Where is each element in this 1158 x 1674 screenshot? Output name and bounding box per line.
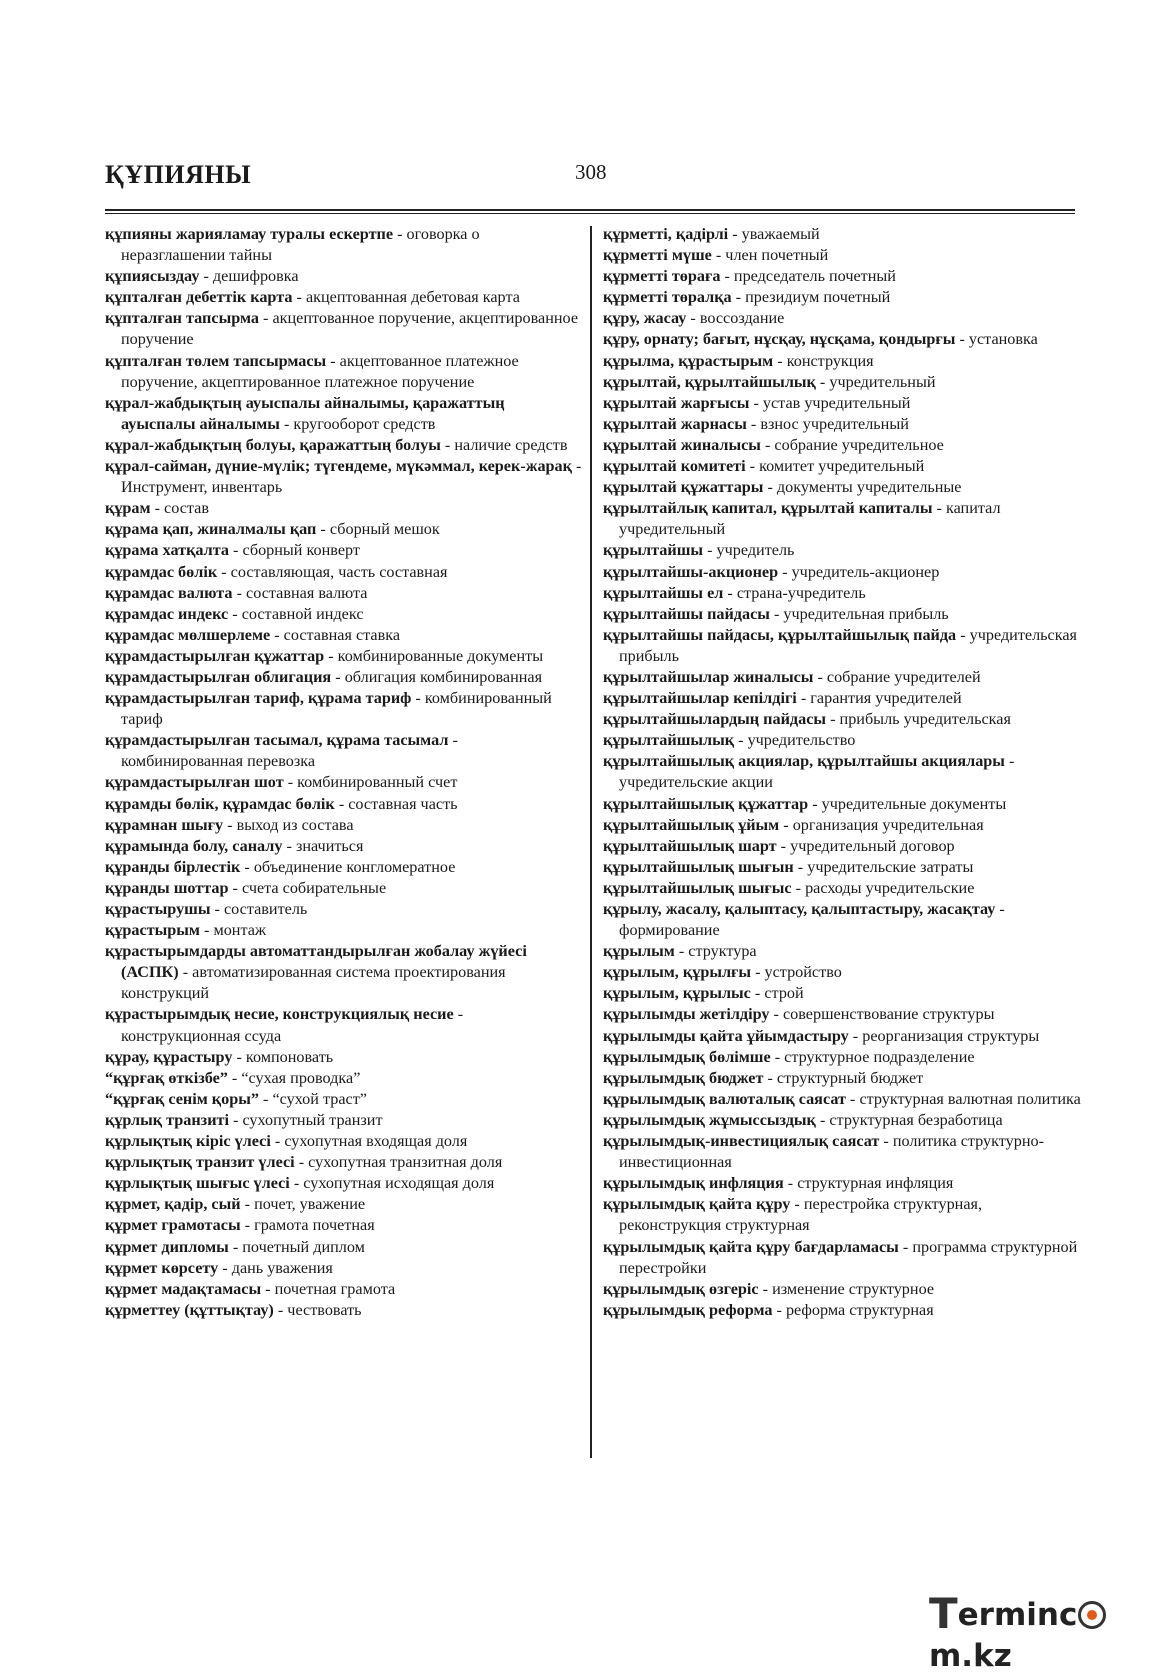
dictionary-entry: құрылма, құрастырым - конструкция	[603, 351, 874, 370]
entry-definition: конструкционная ссуда	[121, 1026, 282, 1045]
dictionary-entry: құрамдас мөлшерлеме - составная ставка	[105, 625, 401, 644]
entry-definition: организация учредительная	[792, 815, 984, 834]
dictionary-entry: құрастырымдарды автоматтандырылған жобалау жүйесі (АСПК) - автоматизированная система проектирования конструкций	[105, 942, 527, 1003]
dictionary-entry: құрал-жабдықтың болуы, қаражаттың болуы - наличие средств	[105, 435, 568, 454]
dictionary-entry: құпталған төлем тапсырмасы - акцептованное платежное поручение, акцептированное платежное поручение	[105, 351, 519, 391]
watermark-logo	[929, 1589, 1144, 1674]
entry-term: құрлық транзиті	[105, 1110, 229, 1129]
entry-definition: реформа структурная	[785, 1300, 934, 1319]
entry-term: құрылтай жарнасы	[603, 414, 747, 433]
entry-definition: составной индекс	[241, 604, 364, 623]
entry-definition: установка	[968, 330, 1038, 349]
entry-definition: структурная валютная политика	[859, 1089, 1081, 1108]
logo-text-1: erminc	[957, 1597, 1078, 1633]
logo-circle-icon	[1078, 1601, 1106, 1629]
entry-term: құру, жасау	[603, 309, 687, 328]
entry-term: құрлықтық шығыс үлесі	[105, 1174, 290, 1193]
entry-definition: собрание учредителей	[826, 667, 981, 686]
entry-definition: выход из состава	[236, 815, 354, 834]
entry-term: құрылтай, құрылтайшылық	[603, 372, 816, 391]
entry-definition: политика структурно-инвестиционная	[619, 1132, 1044, 1172]
entry-definition: учредитель-акционер	[791, 562, 940, 581]
entry-term: құрылымдық жұмыссыздық	[603, 1110, 816, 1129]
entry-definition: структурная безработица	[829, 1110, 1003, 1129]
entry-term: құрамнан шығу	[105, 815, 224, 834]
dictionary-entry: құрылымдық инфляция - структурная инфляция	[603, 1174, 954, 1193]
entry-term: құрамдас мөлшерлеме	[105, 625, 271, 644]
entry-term: құрлықтық транзит үлесі	[105, 1153, 295, 1172]
entry-definition: взнос учредительный	[760, 414, 909, 433]
entry-definition: устав учредительный	[762, 393, 911, 412]
entry-definition: “сухая проводка”	[241, 1068, 361, 1087]
entry-definition: уважаемый	[741, 225, 820, 243]
entry-term: құрылтайшылар кепілдігі	[603, 689, 797, 708]
entry-term: құрылымдық қайта құру	[603, 1195, 791, 1214]
entry-term: құрмет көрсету	[105, 1258, 219, 1277]
entry-definition: Инструмент, инвентарь	[121, 478, 283, 497]
dictionary-entry: құрылтайшылардың пайдасы - прибыль учредительская	[603, 710, 1011, 729]
entry-term: құпталған тапсырма	[105, 309, 259, 328]
entry-definition: комбинированные документы	[337, 646, 544, 665]
entry-term: құрылтайшылар жиналысы	[603, 667, 814, 686]
dictionary-entry: құрылым - структура	[603, 942, 757, 961]
entry-term: құрмет дипломы	[105, 1237, 229, 1256]
entry-term: құрмет мадақтамасы	[105, 1279, 262, 1298]
entry-term: құрылымдық валюталық саясат	[603, 1089, 846, 1108]
entry-term: құрылтайшылық шығын	[603, 857, 794, 876]
dictionary-entry: “құрғақ сенім қоры” - “сухой траст”	[105, 1089, 367, 1108]
entry-term: құрылымды жетілдіру	[603, 1005, 770, 1024]
dictionary-entry: құрама қап, жиналмалы қап - сборный мешок	[105, 520, 440, 539]
entry-term: құрылымдық-инвестициялық саясат	[603, 1132, 880, 1151]
dictionary-entry: құрамдастырылған облигация - облигация комбинированная	[105, 667, 543, 686]
header-rule	[105, 209, 1075, 211]
dictionary-entry: құрылтай жарғысы - устав учредительный	[603, 393, 911, 412]
entry-term: құрамдастырылған құжаттар	[105, 646, 325, 665]
dictionary-entry: құрамнан шығу - выход из состава	[105, 815, 354, 834]
dictionary-entry: құрылымдық қайта құру бағдарламасы - программа структурной перестройки	[603, 1237, 1078, 1277]
entry-term: құрылтайлық капитал, құрылтай капиталы	[603, 499, 933, 518]
dictionary-entry: құрылтай жиналысы - собрание учредительное	[603, 435, 944, 454]
dictionary-entry: “құрғақ өткізбе” - “сухая проводка”	[105, 1068, 361, 1087]
entry-term: құпиясыздау	[105, 267, 200, 286]
dictionary-entry: құрылымдық өзгеріс - изменение структурное	[603, 1279, 935, 1298]
entry-term: “құрғақ сенім қоры”	[105, 1089, 259, 1108]
dictionary-entry: құрметтеу (құттықтау) - чествовать	[105, 1300, 362, 1319]
entry-definition: облигация комбинированная	[344, 667, 543, 686]
dictionary-entry: құрлықтық транзит үлесі - сухопутная транзитная доля	[105, 1153, 503, 1172]
dictionary-entry: құрмет грамотасы - грамота почетная	[105, 1216, 375, 1235]
dictionary-entry: құпталған дебеттік карта - акцептованная дебетовая карта	[105, 288, 520, 307]
entry-definition: счета собирательные	[241, 878, 387, 897]
entry-definition: составная ставка	[283, 625, 401, 644]
entry-term: құрылу, жасалу, қалыптасу, қалыптастыру, жасақтау	[603, 900, 996, 918]
entry-definition: председатель почетный	[733, 267, 896, 286]
dictionary-entry: құрметті төралқа - президиум почетный	[603, 288, 891, 307]
entry-definition: составитель	[223, 900, 308, 918]
entry-definition: комитет учредительный	[759, 457, 925, 476]
dictionary-entry: құрметті мүше - член почетный	[603, 246, 829, 265]
dictionary-entry: құрылымдық қайта құру - перестройка структурная, реконструкция структурная	[603, 1195, 983, 1235]
right-column	[603, 224, 1081, 1321]
entry-definition: капитал учредительный	[619, 499, 1001, 539]
entry-term: құрылтай жиналысы	[603, 435, 761, 454]
entry-definition: учредительный договор	[790, 836, 955, 855]
entry-definition: член почетный	[725, 246, 829, 265]
dictionary-entry: құрылтайшылық - учредительство	[603, 731, 856, 750]
dictionary-entry: құрамдас валюта - составная валюта	[105, 583, 368, 602]
dictionary-entry: құрал-жабдықтың ауыспалы айналымы, қаражаттың ауыспалы айналымы - кругооборот средств	[105, 393, 505, 433]
entry-definition: учредительские акции	[619, 773, 773, 792]
dictionary-entry: құрылтайшылық құжаттар - учредительные документы	[603, 794, 1007, 813]
entry-term: құрылтай жарғысы	[603, 393, 750, 412]
dictionary-entry: құрылу, жасалу, қалыптасу, қалыптастыру, жасақтау - формирование	[603, 900, 1005, 940]
entry-definition: кругооборот средств	[293, 414, 436, 433]
dictionary-entry: құрылтайшылық шығыс - расходы учредительские	[603, 878, 975, 897]
entry-term: құранды бірлестік	[105, 857, 241, 876]
entry-definition: учредительские затраты	[807, 857, 974, 876]
entry-term: құрмет, қадір, сый	[105, 1195, 241, 1214]
entry-definition: перестройка структурная, реконструкция структурная	[619, 1195, 983, 1235]
entry-definition: составляющая, часть составная	[230, 562, 448, 581]
entry-definition: акцептованное платежное поручение, акцептированное платежное поручение	[121, 351, 519, 391]
entry-definition: изменение структурное	[772, 1279, 935, 1298]
entry-term: құрал-жабдықтың болуы, қаражаттың болуы	[105, 435, 441, 454]
dictionary-entry: құрлықтық кіріс үлесі - сухопутная входящая доля	[105, 1132, 468, 1151]
dictionary-entry: құрылтайшы пайдасы - учредительная прибыль	[603, 604, 949, 623]
entry-term: құрамдастырылған тасымал, құрама тасымал	[105, 731, 449, 750]
dictionary-entry: құрамды бөлік, құрамдас бөлік - составная часть	[105, 794, 458, 813]
dictionary-entry: құрмет көрсету - дань уважения	[105, 1258, 333, 1277]
entry-definition: президиум почетный	[745, 288, 891, 307]
entry-term: құрылымдық қайта құру бағдарламасы	[603, 1237, 899, 1256]
entry-definition: комбинированная перевозка	[121, 752, 316, 771]
entry-definition: компоновать	[245, 1047, 334, 1066]
dictionary-entry: құрылтайшылар жиналысы - собрание учредителей	[603, 667, 981, 686]
entry-term: құрылтайшы пайдасы, құрылтайшылық пайда	[603, 625, 957, 644]
dictionary-entry: құрама хатқалта - сборный конверт	[105, 541, 360, 560]
entry-term: құрамдас валюта	[105, 583, 233, 602]
entry-term: құрылтайшылық құжаттар	[603, 794, 809, 813]
entry-term: құрылтайшылық	[603, 731, 735, 750]
entry-definition: дешифровка	[212, 267, 299, 286]
entry-term: құрамдас индекс	[105, 604, 229, 623]
entry-definition: воссоздание	[699, 309, 785, 328]
entry-term: құру, орнату; бағыт, нұсқау, нұсқама, қондырғы	[603, 330, 956, 349]
entry-definition: сухопутная входящая доля	[284, 1132, 468, 1151]
entry-definition: чествовать	[287, 1300, 362, 1319]
entry-definition: дань уважения	[231, 1258, 333, 1277]
entry-definition: строй	[764, 984, 804, 1003]
dictionary-entry: құрылымдық валюталық саясат - структурная валютная политика	[603, 1089, 1081, 1108]
dictionary-entry: құрлық транзиті - сухопутный транзит	[105, 1110, 383, 1129]
entry-term: құрметті, қадірлі	[603, 225, 729, 243]
entry-term: құрам	[105, 499, 151, 518]
entry-definition: гарантия учредителей	[810, 689, 962, 708]
entry-term: құрметті мүше	[603, 246, 712, 265]
entry-definition: состав	[164, 499, 209, 518]
entry-term: құрылтайшылық шарт	[603, 836, 777, 855]
dictionary-entry: құрамдас индекс - составной индекс	[105, 604, 364, 623]
entry-term: құрылтайшы ел	[603, 583, 724, 602]
entry-definition: “сухой траст”	[272, 1089, 367, 1108]
dictionary-entry: құпиясыздау - дешифровка	[105, 267, 299, 286]
dictionary-entry: құрлықтық шығыс үлесі - сухопутная исходящая доля	[105, 1174, 495, 1193]
entry-definition: учредительный	[829, 372, 936, 391]
dictionary-entry: құранды бірлестік - объединение конгломератное	[105, 857, 456, 876]
page-number: 308	[575, 160, 607, 184]
logo-text-2: m.kz	[929, 1638, 1012, 1674]
entry-term: құрамдас бөлік	[105, 562, 218, 581]
entry-definition: монтаж	[213, 921, 267, 940]
dictionary-entry: құрамдастырылған құжаттар - комбинированные документы	[105, 646, 544, 665]
entry-definition: сухопутная исходящая доля	[303, 1174, 495, 1193]
dictionary-entry: құрылтай жарнасы - взнос учредительный	[603, 414, 909, 433]
entry-term: құрастырымдық несие, конструкциялық несие	[105, 1005, 454, 1024]
dictionary-entry: құрылтай, құрылтайшылық - учредительный	[603, 372, 936, 391]
dictionary-entry: құрамдастырылған шот - комбинированный счет	[105, 773, 458, 792]
entry-term: құрылтайшылық акциялар, құрылтайшы акциялары	[603, 752, 1005, 771]
entry-term: құрамдастырылған тариф, құрама тариф	[105, 689, 412, 708]
entry-term: құрметті төраға	[603, 267, 721, 286]
entry-definition: устройство	[764, 963, 842, 982]
entry-definition: программа структурной перестройки	[619, 1237, 1078, 1277]
dictionary-entry: құрылымды қайта ұйымдастыру - реорганизация структуры	[603, 1026, 1040, 1045]
dictionary-entry: құрал-сайман, дүние-мүлік; түгендеме, мүкəммал, керек-жарақ - Инструмент, инвентарь	[105, 457, 582, 497]
dictionary-entry: құрылтай комитеті - комитет учредительный	[603, 457, 925, 476]
dictionary-entry: құрметті төраға - председатель почетный	[603, 267, 896, 286]
dictionary-entry: құрастырушы - составитель	[105, 900, 308, 918]
entry-term: құпталған дебеттік карта	[105, 288, 293, 307]
entry-term: құрылма, құрастырым	[603, 351, 774, 370]
dictionary-entry: құрмет мадақтамасы - почетная грамота	[105, 1279, 396, 1298]
dictionary-entry: құпияны жарияламау туралы ескертпе - оговорка о неразглашении тайны	[105, 225, 480, 265]
entry-term: құрылтайшы пайдасы	[603, 604, 770, 623]
dictionary-entry: құрамында болу, саналу - значиться	[105, 836, 364, 855]
entry-term: құрлықтық кіріс үлесі	[105, 1132, 271, 1151]
entry-definition: комбинированный тариф	[121, 689, 552, 729]
entry-term: құрамды бөлік, құрамдас бөлік	[105, 794, 335, 813]
entry-definition: структурная инфляция	[797, 1174, 954, 1193]
entry-term: құпталған төлем тапсырмасы	[105, 351, 327, 370]
entry-definition: учредитель	[716, 541, 795, 560]
entry-term: құрылымдық бюджет	[603, 1068, 764, 1087]
dictionary-entry: құрмет дипломы - почетный диплом	[105, 1237, 365, 1256]
entry-definition: акцептованное поручение, акцептированное поручение	[121, 309, 579, 349]
dictionary-entry: құрылым, құрылыс - строй	[603, 984, 804, 1003]
entry-term: құрметтеу (құттықтау)	[105, 1300, 274, 1319]
dictionary-entry: құрылтайшы-акционер - учредитель-акционер	[603, 562, 940, 581]
entry-term: құрамында болу, саналу	[105, 836, 283, 855]
entry-definition: собрание учредительное	[774, 435, 944, 454]
dictionary-entry: құпталған тапсырма - акцептованное поручение, акцептированное поручение	[105, 309, 579, 349]
dictionary-entry: құрылымдық бюджет - структурный бюджет	[603, 1068, 924, 1087]
dictionary-entry: құрылтайшылық ұйым - организация учредительная	[603, 815, 984, 834]
entry-term: құрмет грамотасы	[105, 1216, 241, 1235]
entry-definition: грамота почетная	[254, 1216, 375, 1235]
entry-term: құрылтай құжаттары	[603, 478, 764, 497]
entry-term: құранды шоттар	[105, 878, 229, 897]
logo-letter: T	[929, 1589, 958, 1638]
entry-term: құрылым	[603, 942, 675, 961]
dictionary-entry: құрылымды жетілдіру - совершенствование структуры	[603, 1005, 995, 1024]
entry-definition: учредительство	[747, 731, 856, 750]
entry-term: құрылымдық бөлімше	[603, 1047, 771, 1066]
dictionary-entry: құрылтайшы пайдасы, құрылтайшылық пайда - учредительская прибыль	[603, 625, 1077, 665]
entry-definition: сборный конверт	[242, 541, 360, 560]
dictionary-entry: құрметті, қадірлі - уважаемый	[603, 225, 820, 243]
entry-term: құрал-сайман, дүние-мүлік; түгендеме, мүкəммал, керек-жарақ	[105, 457, 572, 476]
dictionary-entry: құрам - состав	[105, 499, 209, 518]
entry-definition: автоматизированная система проектирования конструкций	[121, 963, 506, 1003]
page-header	[105, 156, 1075, 196]
entry-term: құрама қап, жиналмалы қап	[105, 520, 317, 539]
entry-term: құрылтайшы	[603, 541, 704, 560]
entry-definition: значиться	[295, 836, 364, 855]
entry-definition: сухопутный транзит	[242, 1110, 383, 1129]
entry-term: құрылым, құрылыс	[603, 984, 751, 1003]
entry-definition: почетная грамота	[274, 1279, 396, 1298]
entry-term: құрылым, құрылғы	[603, 963, 752, 982]
dictionary-entry: құранды шоттар - счета собирательные	[105, 878, 387, 897]
entry-term: құрылымды қайта ұйымдастыру	[603, 1026, 849, 1045]
entry-term: құрылтайшы-акционер	[603, 562, 779, 581]
entry-definition: структура	[688, 942, 757, 961]
entry-definition: сборный мешок	[329, 520, 440, 539]
entry-term: құрылтайшылық шығыс	[603, 878, 792, 897]
entry-definition: страна-учредитель	[736, 583, 866, 602]
running-head: ҚҰПИЯНЫ	[105, 160, 252, 189]
entry-term: құрылтай комитеті	[603, 457, 746, 476]
dictionary-entry: құрастырым - монтаж	[105, 921, 267, 940]
dictionary-entry: құрылтай құжаттары - документы учредительные	[603, 478, 962, 497]
dictionary-entry: құрылтайшылық шарт - учредительный договор	[603, 836, 955, 855]
entry-term: құпияны жарияламау туралы ескертпе	[105, 225, 394, 243]
entry-definition: структурный бюджет	[776, 1068, 924, 1087]
dictionary-entry: құрмет, қадір, сый - почет, уважение	[105, 1195, 366, 1214]
entry-term: құрау, құрастыру	[105, 1047, 233, 1066]
entry-term: құрылтайшылық ұйым	[603, 815, 780, 834]
entry-term: құрылымдық өзгеріс	[603, 1279, 759, 1298]
entry-term: құрамдастырылған облигация	[105, 667, 332, 686]
entry-definition: составная валюта	[246, 583, 368, 602]
entry-definition: совершенствование структуры	[782, 1005, 995, 1024]
dictionary-entry: құрылтайшы ел - страна-учредитель	[603, 583, 866, 602]
entry-definition: учредительные документы	[821, 794, 1007, 813]
entry-term: құрылымдық инфляция	[603, 1174, 784, 1193]
dictionary-entry: құрамдас бөлік - составляющая, часть составная	[105, 562, 448, 581]
entry-definition: почет, уважение	[254, 1195, 366, 1214]
entry-term: құрамдастырылған шот	[105, 773, 284, 792]
dictionary-entry: құрылтайшылық шығын - учредительские затраты	[603, 857, 974, 876]
entry-term: құрастырушы	[105, 900, 211, 918]
entry-definition: почетный диплом	[242, 1237, 365, 1256]
dictionary-entry: құру, жасау - воссоздание	[603, 309, 785, 328]
dictionary-entry: құрылтайшы - учредитель	[603, 541, 795, 560]
dictionary-entry: құрастырымдық несие, конструкциялық несие - конструкционная ссуда	[105, 1005, 464, 1045]
entry-term: құрал-жабдықтың ауыспалы айналымы, қаражаттың ауыспалы айналымы	[105, 393, 505, 433]
dictionary-entry: құрылымдық-инвестициялық саясат - политика структурно-инвестиционная	[603, 1132, 1044, 1172]
entry-term: “құрғақ өткізбе”	[105, 1068, 228, 1087]
dictionary-entry: құрылым, құрылғы - устройство	[603, 963, 842, 982]
entry-definition: составная часть	[348, 794, 458, 813]
dictionary-entry: құрылтайлық капитал, құрылтай капиталы - капитал учредительный	[603, 499, 1001, 539]
dictionary-entry: құрылтайшылар кепілдігі - гарантия учредителей	[603, 689, 962, 708]
entry-definition: акцептованная дебетовая карта	[305, 288, 520, 307]
entry-definition: учредительская прибыль	[619, 625, 1077, 665]
dictionary-entry: құрылымдық реформа - реформа структурная	[603, 1300, 934, 1319]
entry-definition: документы учредительные	[776, 478, 962, 497]
entry-definition: конструкция	[786, 351, 874, 370]
dictionary-entry: құрылтайшылық акциялар, құрылтайшы акциялары - учредительские акции	[603, 752, 1015, 792]
entry-definition: учредительная прибыль	[783, 604, 949, 623]
left-column	[105, 224, 583, 1321]
entry-term: құрастырым	[105, 921, 200, 940]
entry-term: құрметті төралқа	[603, 288, 732, 307]
dictionary-entry: құрамдастырылған тариф, құрама тариф - комбинированный тариф	[105, 689, 552, 729]
dictionary-entry: құру, орнату; бағыт, нұсқау, нұсқама, қондырғы - установка	[603, 330, 1038, 349]
entry-definition: расходы учредительские	[805, 878, 975, 897]
entry-definition: реорганизация структуры	[862, 1026, 1040, 1045]
entry-definition: формирование	[619, 921, 720, 940]
entry-definition: объединение конгломератное	[253, 857, 456, 876]
entry-definition: комбинированный счет	[297, 773, 458, 792]
dictionary-entry: құрау, құрастыру - компоновать	[105, 1047, 334, 1066]
entry-definition: структурное подразделение	[784, 1047, 975, 1066]
dictionary-entry: құрамдастырылған тасымал, құрама тасымал - комбинированная перевозка	[105, 731, 458, 771]
entry-term: құрама хатқалта	[105, 541, 229, 560]
header-rule-thin	[105, 213, 1075, 214]
dictionary-entry: құрылымдық бөлімше - структурное подразделение	[603, 1047, 975, 1066]
dictionary-entry: құрылымдық жұмыссыздық - структурная безработица	[603, 1110, 1003, 1129]
entry-term: құрылтайшылардың пайдасы	[603, 710, 827, 729]
entry-definition: сухопутная транзитная доля	[308, 1153, 503, 1172]
entry-definition: оговорка о неразглашении тайны	[121, 225, 480, 265]
entry-definition: наличие средств	[454, 435, 568, 454]
entry-term: құрылымдық реформа	[603, 1300, 773, 1319]
entry-definition: прибыль учредительская	[839, 710, 1011, 729]
column-divider	[590, 226, 592, 1458]
entry-term: құрастырымдарды автоматтандырылған жобалау жүйесі (АСПК)	[105, 942, 527, 982]
